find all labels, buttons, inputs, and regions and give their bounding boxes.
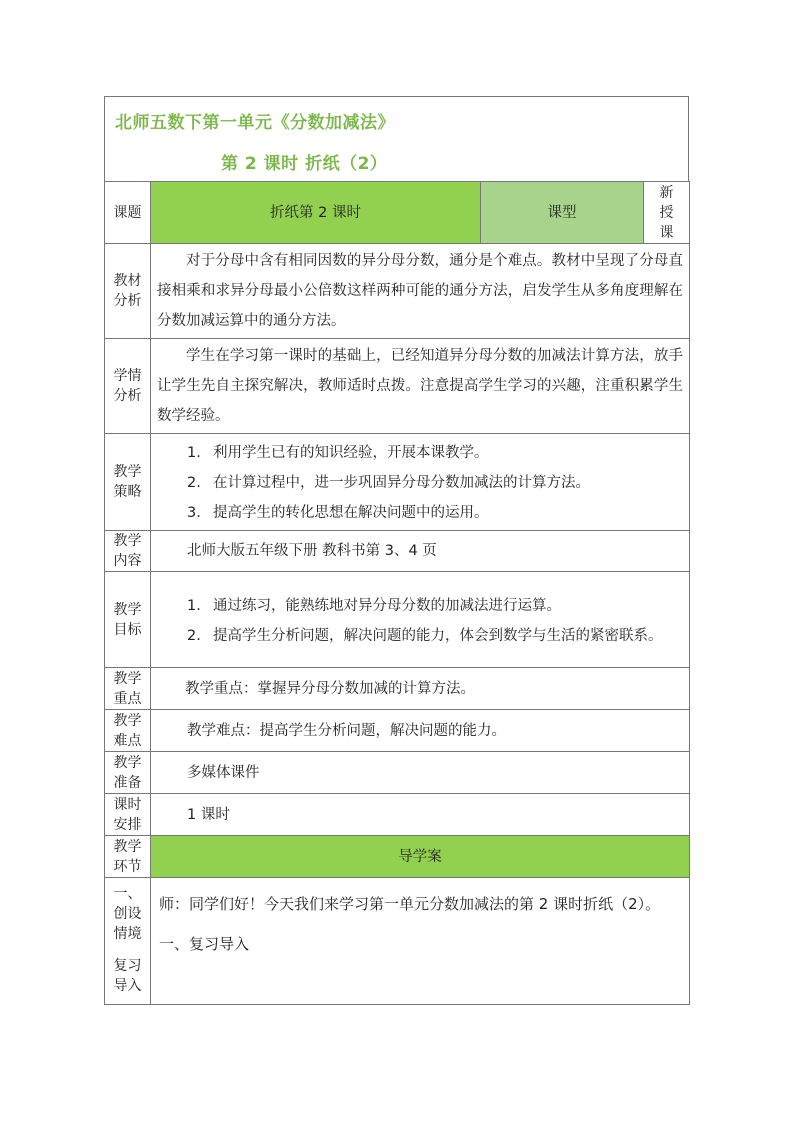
document-subtitle: 第 2 课时 折纸（2） (221, 154, 388, 174)
stage-value: 导学案 (151, 836, 690, 878)
strategy-item: 3. 提高学生的转化思想在解决问题中的运用。 (187, 505, 489, 521)
title-box (104, 96, 689, 181)
label-topic: 课题 (105, 182, 151, 244)
row-students (105, 339, 690, 434)
key-point-text: 教学重点：掌握异分母分数加减的计算方法。 (185, 680, 475, 697)
row-schedule (105, 794, 690, 836)
lesson-plan-sheet (104, 96, 689, 1005)
label-goals: 教学目标 (105, 572, 151, 668)
label-content: 教学内容 (105, 531, 151, 572)
goal-item: 2. 提高学生分析问题，解决问题的能力，体会到数学与生活的紧密联系。 (187, 627, 663, 644)
document-title: 北师五数下第一单元《分数加减法》 (115, 113, 395, 133)
intro-teacher-line: 师：同学们好！今天我们来学习第一单元分数加减法的第 2 课时折纸（2）。 (159, 895, 661, 913)
row-key (105, 668, 690, 710)
row-stage (105, 836, 690, 878)
label-difficulty: 教学难点 (105, 710, 151, 752)
intro-review-heading: 一、复习导入 (159, 935, 250, 953)
label-material: 教材分析 (105, 244, 151, 339)
goals-list (151, 587, 689, 653)
student-analysis-text: 学生在学习第一课时的基础上，已经知道异分母分数的加减法计算方法，放手让学生先自主探究解决，教师适时点拨。注意提高学生学习的兴趣，注重积累学生数学经验。 (157, 348, 683, 424)
prep-text: 多媒体课件 (187, 764, 260, 781)
goal-item: 1. 通过练习，能熟练地对异分母分数的加减法进行运算。 (187, 597, 561, 614)
label-prep: 教学准备 (105, 752, 151, 794)
type-label: 课型 (481, 182, 644, 244)
strategy-item: 2. 在计算过程中，进一步巩固异分母分数加减法的计算方法。 (187, 475, 590, 491)
row-difficulty (105, 710, 690, 752)
row-goals (105, 572, 690, 668)
strategy-item: 1. 利用学生已有的知识经验，开展本课教学。 (187, 445, 489, 461)
label-schedule: 课时安排 (105, 794, 151, 836)
lesson-plan-table (104, 181, 690, 1005)
strategy-list (151, 434, 689, 530)
label-key: 教学重点 (105, 668, 151, 710)
label-intro-review: 复习导入 (113, 958, 142, 994)
row-intro (105, 878, 690, 1005)
row-content (105, 531, 690, 572)
content-text: 北师大版五年级下册 教科书第 3、4 页 (187, 543, 437, 559)
row-strategy (105, 434, 690, 531)
row-topic (105, 182, 690, 244)
material-analysis-text: 对于分母中含有相同因数的异分母分数，通分是个难点。教材中呈现了分母直接相乘和求异分母最小公倍数这样两种可能的通分方法，启发学生从多角度理解在分数加减运算中的通分方法。 (157, 253, 683, 329)
row-prep (105, 752, 690, 794)
schedule-text: 1 课时 (187, 806, 230, 823)
type-value: 新授课 (644, 182, 690, 244)
label-strategy: 教学策略 (105, 434, 151, 531)
difficulty-text: 教学难点：提高学生分析问题，解决问题的能力。 (187, 722, 506, 739)
row-material (105, 244, 690, 339)
label-stage: 教学环节 (105, 836, 151, 878)
label-students: 学情分析 (105, 339, 151, 434)
topic-value: 折纸第 2 课时 (151, 182, 481, 244)
label-intro-context: 一、创设情境 (113, 886, 142, 942)
